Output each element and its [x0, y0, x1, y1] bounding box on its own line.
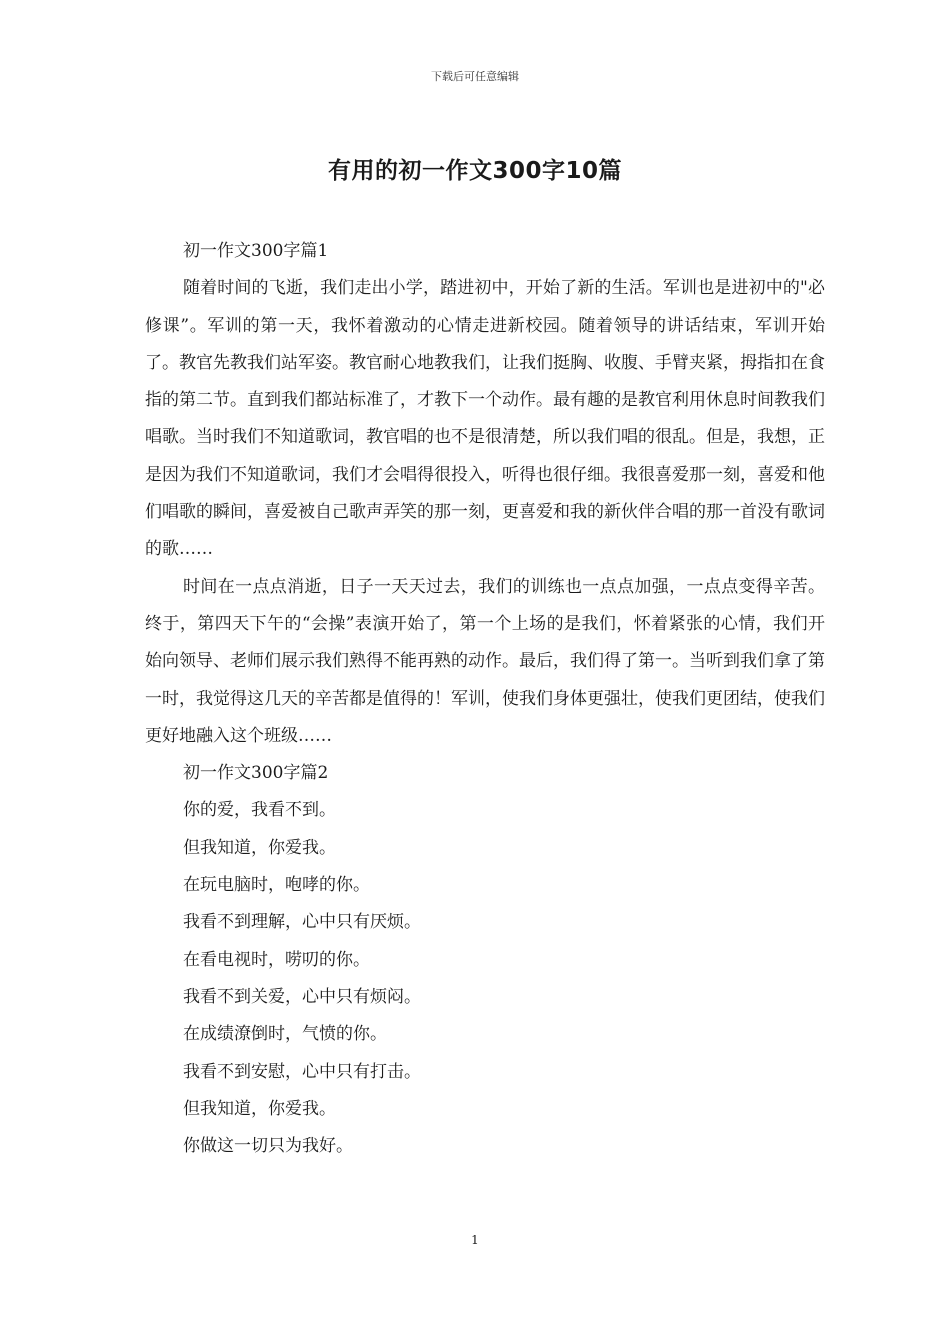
section-heading: 初一作文300字篇2 — [183, 763, 329, 784]
page-number: 1 — [471, 1233, 479, 1247]
poem-line: 在成绩潦倒时，气愤的你。 — [183, 1024, 387, 1045]
poem-line: 我看不到关爱，心中只有烦闷。 — [183, 986, 421, 1007]
header-note: 下载后可任意编辑 — [431, 70, 519, 83]
paragraph: 随着时间的飞逝，我们走出小学，踏进初中，开始了新的生活。军训也是进初中的"必修课”。军训的第一天，我怀着激动的心情走进新校园。随着领导的讲话结束，军训开始了。教官先教我们站军姿。教官耐心地教我们，让我们挺胸、收腹、手臂夹紧，拇指扣在食指的第二节。直到我们都站标准了，才教下一个动作。最有趣的是教官利用休息时间教我们唱歌。当时我们不知道歌词，教官唱的也不是很清楚，所以我们唱的很乱。但是，我想，正是因为我们不知道歌词，我们才会唱得很投入，听得也很仔细。我很喜爱那一刻，喜爱和他们唱歌的瞬间，喜爱被自己歌声弄笑的那一刻，更喜爱和我的新伙伴合唱的那一首没有歌词的歌…… — [145, 278, 825, 560]
poem-line: 我看不到安慰，心中只有打击。 — [183, 1061, 421, 1082]
poem-line: 你做这一切只为我好。 — [183, 1136, 353, 1157]
document-title: 有用的初一作文300字10篇 — [327, 158, 623, 184]
poem-line: 在看电视时，唠叨的你。 — [183, 949, 370, 970]
poem-line: 在玩电脑时，咆哮的你。 — [183, 875, 370, 896]
poem-line: 但我知道，你爱我。 — [183, 837, 336, 858]
poem-line: 你的爱，我看不到。 — [183, 800, 336, 821]
paragraph: 时间在一点点消逝，日子一天天过去，我们的训练也一点点加强，一点点变得辛苦。终于，第四天下午的“会操”表演开始了，第一个上场的是我们，怀着紧张的心情，我们开始向领导、老师们展示我们熟得不能再熟的动作。最后，我们得了第一。当听到我们拿了第一时，我觉得这几天的辛苦都是值得的！军训，使我们身体更强壮，使我们更团结，使我们更好地融入这个班级…… — [145, 576, 825, 746]
section-heading: 初一作文300字篇1 — [183, 241, 329, 261]
poem-line: 但我知道，你爱我。 — [183, 1098, 336, 1119]
document-body — [145, 233, 825, 1165]
poem-line: 我看不到理解，心中只有厌烦。 — [183, 912, 421, 933]
